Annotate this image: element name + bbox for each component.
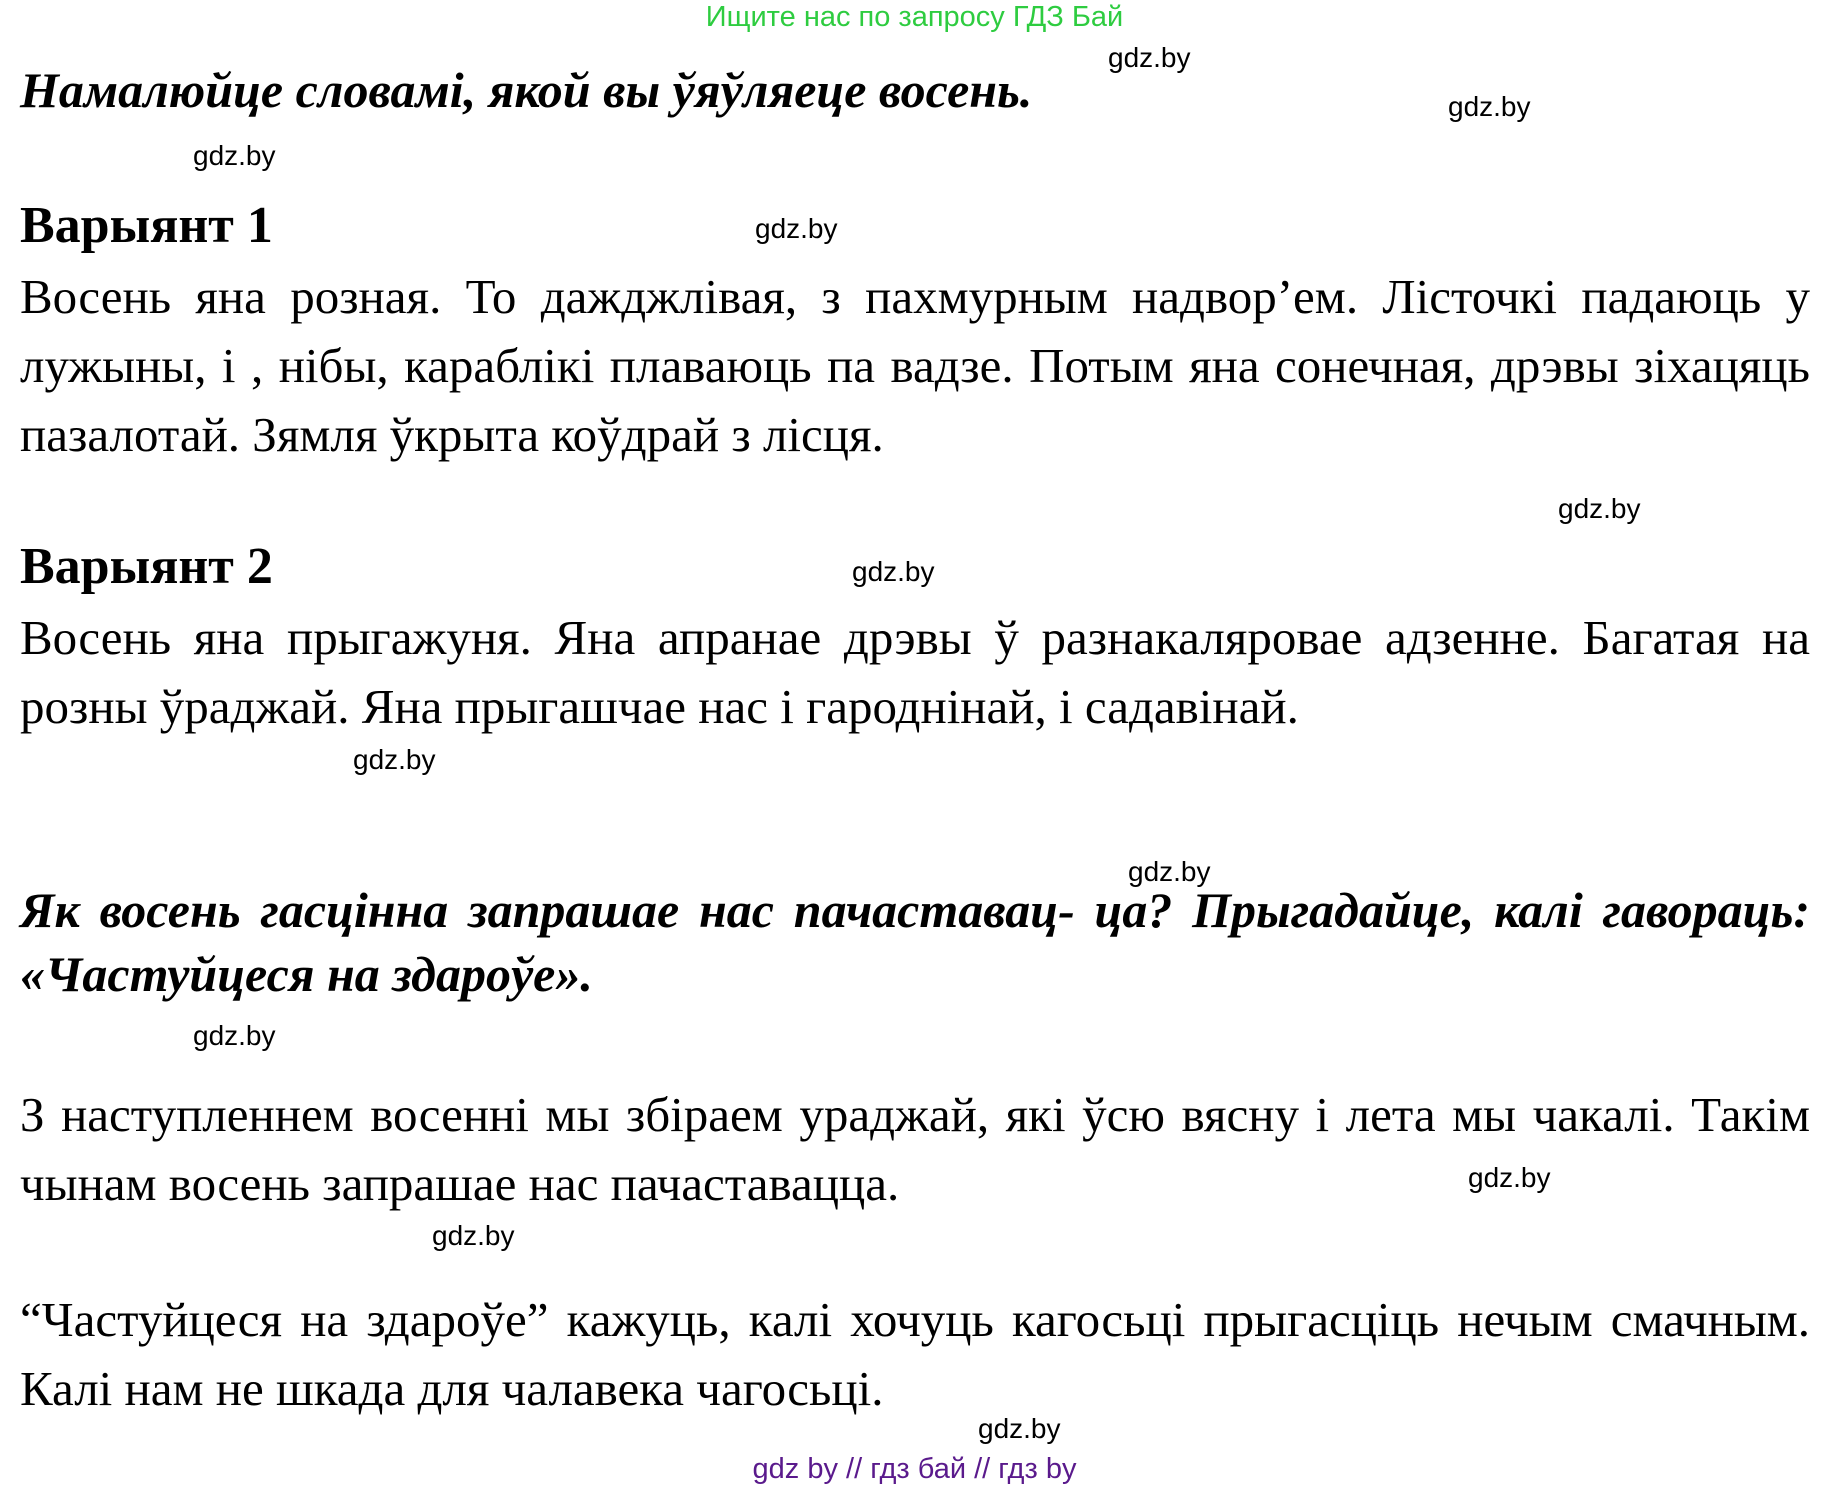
variant-2-title: Варыянт 2 xyxy=(20,538,273,595)
watermark: gdz.by xyxy=(193,140,276,171)
variant-1-title: Варыянт 1 xyxy=(20,197,273,254)
watermark: gdz.by xyxy=(755,213,838,244)
watermark: gdz.by xyxy=(1468,1162,1551,1193)
watermark: gdz.by xyxy=(1108,42,1191,73)
watermark: gdz.by xyxy=(852,556,935,587)
answer-2-text: “Частуйцеся на здароўе” кажуць, калі хочуць кагосьці прыгасціць нечым смачным. Калі нам не шкада для чалавека чагосьці. xyxy=(20,1292,1810,1416)
watermark: gdz.by xyxy=(1448,91,1531,122)
answer-1-text: З наступленнем восенні мы збіраем ураджай, які ўсю вясну і лета мы чакалі. Такім чынам восень запрашае нас пачаставацца. xyxy=(20,1087,1810,1211)
watermark: gdz.by xyxy=(353,744,436,775)
watermark: gdz.by xyxy=(193,1020,276,1051)
top-banner: Ищите нас по запросу ГДЗ Бай xyxy=(705,1,1124,33)
footer-links: gdz by // гдз бай // гдз by xyxy=(752,1453,1077,1485)
task-1-heading: Намалюйце словамі, якой вы ўяўляеце восень. xyxy=(20,62,1033,118)
watermark: gdz.by xyxy=(1128,856,1211,887)
variant-2-text: Восень яна прыгажуня. Яна апранае дрэвы ў разнакаляровае адзенне. Багатая на розны ўраджай. Яна прыгашчае нас і гароднінай, і садавінай. xyxy=(20,610,1810,734)
variant-1-text: Восень яна розная. То дажджлівая, з пахмурным надвор’ем. Лісточкі падаюць у лужыны, і , нібы, караблікі плаваюць па вадзе. Потым яна сонечная, дрэвы зіхацяць пазалотай. Зямля ўкрыта коўдрай з лісця. xyxy=(20,269,1810,462)
watermark: gdz.by xyxy=(1558,493,1641,524)
watermark: gdz.by xyxy=(978,1413,1061,1444)
watermark: gdz.by xyxy=(432,1220,515,1251)
task-2-heading: Як восень гасцінна запрашае нас пачаставац- ца? Прыгадайце, калі гавораць: «Частуйцеся на здароўе». xyxy=(20,882,1810,1002)
